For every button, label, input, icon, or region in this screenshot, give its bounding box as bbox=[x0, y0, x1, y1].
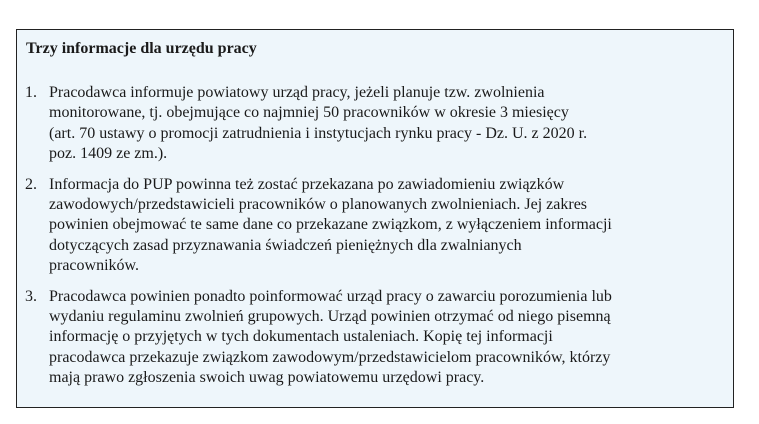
list-item-text-line: dotyczących zasad przyznawania świadczeń pieniężnych dla zwalnianych bbox=[49, 236, 522, 254]
list-item-text-line: wydaniu regulaminu zwolnień grupowych. Urząd powinien otrzymać od niego pisemną bbox=[49, 308, 611, 326]
list-item-text-line: mają prawo zgłoszenia swoich uwag powiatowemu urzędowi pracy. bbox=[49, 369, 485, 387]
list-item-text-line: monitorowane, tj. obejmujące co najmniej 50 pracowników w okresie 3 miesięcy bbox=[49, 104, 569, 122]
info-box bbox=[16, 29, 734, 408]
list-item bbox=[25, 287, 725, 389]
box-title: Trzy informacje dla urzędu pracy bbox=[26, 40, 257, 57]
list-item-number: 1. bbox=[25, 84, 37, 101]
list-item-number: 2. bbox=[25, 175, 37, 193]
list-item-text-line: (art. 70 ustawy o promocji zatrudnienia i instytucjach rynku pracy - Dz. U. z 2020 r. bbox=[49, 124, 588, 142]
numbered-list bbox=[25, 83, 725, 399]
list-item-text-line: powinien obejmować te same dane co przekazane związkom, z wyłączeniem informacji bbox=[49, 216, 612, 234]
list-item-text-line: Pracodawca informuje powiatowy urząd pracy, jeżeli planuje tzw. zwolnienia bbox=[49, 84, 545, 101]
list-item bbox=[25, 175, 725, 277]
list-item-text-line: pracodawca przekazuje związkom zawodowym/przedstawicielom pracowników, którzy bbox=[49, 348, 611, 366]
list-item-text-line: informację o przyjętych w tych dokumentach ustaleniach. Kopię tej informacji bbox=[49, 328, 553, 346]
list-item bbox=[25, 83, 725, 165]
list-item-text-line: zawodowych/przedstawicieli pracowników o planowanych zwolnieniach. Jej zakres bbox=[49, 196, 588, 214]
list-item-text-line: pracowników. bbox=[49, 257, 140, 275]
list-item-text-line: poz. 1409 ze zm.). bbox=[49, 145, 168, 163]
list-item-text-line: Informacja do PUP powinna też zostać przekazana po zawiadomieniu związków bbox=[49, 175, 565, 193]
list-item-text-line: Pracodawca powinien ponadto poinformować urząd pracy o zawarciu porozumienia lub bbox=[49, 287, 612, 305]
list-item-number: 3. bbox=[25, 287, 37, 305]
